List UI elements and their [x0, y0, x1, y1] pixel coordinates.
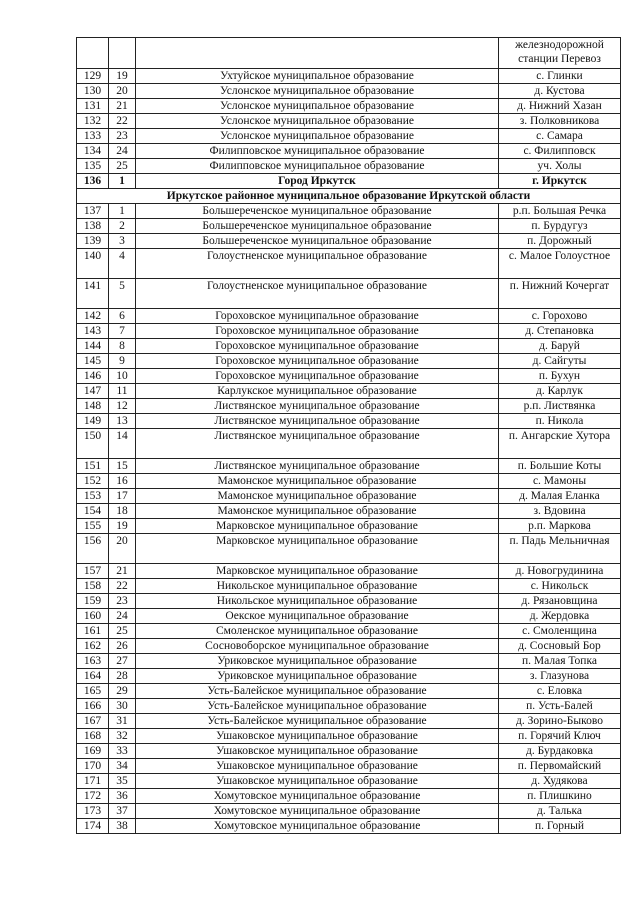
sub-number-cell: 31 — [109, 714, 136, 729]
row-number-cell: 157 — [77, 564, 109, 579]
table-row — [77, 234, 621, 249]
settlement-cell: д. Степановка — [499, 324, 621, 339]
municipality-cell: Гороховское муниципальное образование — [136, 354, 499, 369]
municipality-cell: Хомутовское муниципальное образование — [136, 789, 499, 804]
row-number-cell: 153 — [77, 489, 109, 504]
table-row — [77, 249, 621, 279]
sub-number-cell: 22 — [109, 579, 136, 594]
table-row — [77, 699, 621, 714]
row-number-cell: 148 — [77, 399, 109, 414]
table-row — [77, 684, 621, 699]
table-row — [77, 384, 621, 399]
municipality-cell: Марковское муниципальное образование — [136, 534, 499, 564]
sub-number-cell: 13 — [109, 414, 136, 429]
municipality-cell: Филипповское муниципальное образование — [136, 144, 499, 159]
municipality-cell: Гороховское муниципальное образование — [136, 324, 499, 339]
sub-number-cell: 10 — [109, 369, 136, 384]
settlement-cell: д. Сосновый Бор — [499, 639, 621, 654]
row-number-cell: 166 — [77, 699, 109, 714]
sub-number-cell: 2 — [109, 219, 136, 234]
table-row — [77, 714, 621, 729]
table-row — [77, 519, 621, 534]
municipality-cell: Гороховское муниципальное образование — [136, 369, 499, 384]
row-number-cell: 174 — [77, 819, 109, 834]
table-row — [77, 744, 621, 759]
document-page — [76, 37, 614, 834]
sub-number-cell: 29 — [109, 684, 136, 699]
municipality-cell: Никольское муниципальное образование — [136, 579, 499, 594]
row-number-cell: 158 — [77, 579, 109, 594]
settlement-cell: с. Мамоны — [499, 474, 621, 489]
row-number-cell: 164 — [77, 669, 109, 684]
municipality-cell: Хомутовское муниципальное образование — [136, 804, 499, 819]
settlement-cell: п. Большие Коты — [499, 459, 621, 474]
row-number-cell: 130 — [77, 84, 109, 99]
municipality-cell: Хомутовское муниципальное образование — [136, 819, 499, 834]
table-row — [77, 474, 621, 489]
table-row — [77, 69, 621, 84]
table-row — [77, 729, 621, 744]
table-row — [77, 414, 621, 429]
sub-number-cell: 38 — [109, 819, 136, 834]
sub-number-cell: 15 — [109, 459, 136, 474]
row-number-cell: 149 — [77, 414, 109, 429]
settlement-cell: р.п. Листвянка — [499, 399, 621, 414]
municipality-cell: Листвянское муниципальное образование — [136, 429, 499, 459]
settlement-cell: с. Смоленщина — [499, 624, 621, 639]
settlement-cell: п. Дорожный — [499, 234, 621, 249]
sub-number-cell: 21 — [109, 564, 136, 579]
table-row — [77, 579, 621, 594]
table-row — [77, 204, 621, 219]
settlement-cell: р.п. Маркова — [499, 519, 621, 534]
settlement-cell: п. Никола — [499, 414, 621, 429]
municipality-cell: Голоустненское муниципальное образование — [136, 279, 499, 309]
sub-number-cell: 3 — [109, 234, 136, 249]
row-number-cell: 155 — [77, 519, 109, 534]
row-number-cell: 151 — [77, 459, 109, 474]
table-row — [77, 429, 621, 459]
municipality-cell: Усть-Балейское муниципальное образование — [136, 699, 499, 714]
row-number-cell: 134 — [77, 144, 109, 159]
row-number-cell: 156 — [77, 534, 109, 564]
table-row — [77, 219, 621, 234]
municipality-cell: Смоленское муниципальное образование — [136, 624, 499, 639]
table-row — [77, 114, 621, 129]
row-number-cell: 133 — [77, 129, 109, 144]
row-number-cell — [77, 38, 109, 69]
row-number-cell: 145 — [77, 354, 109, 369]
sub-number-cell: 35 — [109, 774, 136, 789]
sub-number-cell: 18 — [109, 504, 136, 519]
municipality-cell: Мамонское муниципальное образование — [136, 504, 499, 519]
municipality-cell: Листвянское муниципальное образование — [136, 414, 499, 429]
municipality-cell: Гороховское муниципальное образование — [136, 309, 499, 324]
settlement-cell: д. Баруй — [499, 339, 621, 354]
municipality-cell: Гороховское муниципальное образование — [136, 339, 499, 354]
settlement-cell: д. Кустова — [499, 84, 621, 99]
municipality-cell: Услонское муниципальное образование — [136, 99, 499, 114]
sub-number-cell: 5 — [109, 279, 136, 309]
row-number-cell: 140 — [77, 249, 109, 279]
municipality-cell: Уриковское муниципальное образование — [136, 654, 499, 669]
municipality-cell: Большереченское муниципальное образование — [136, 234, 499, 249]
row-number-cell: 160 — [77, 609, 109, 624]
settlement-cell: п. Бухун — [499, 369, 621, 384]
row-number-cell: 154 — [77, 504, 109, 519]
table-row — [77, 129, 621, 144]
row-number-cell: 165 — [77, 684, 109, 699]
sub-number-cell: 19 — [109, 519, 136, 534]
sub-number-cell: 23 — [109, 129, 136, 144]
settlement-cell: уч. Холы — [499, 159, 621, 174]
table-row — [77, 534, 621, 564]
row-number-cell: 143 — [77, 324, 109, 339]
sub-number-cell: 28 — [109, 669, 136, 684]
table-row — [77, 99, 621, 114]
sub-number-cell: 23 — [109, 594, 136, 609]
row-number-cell: 147 — [77, 384, 109, 399]
table-row — [77, 654, 621, 669]
sub-number-cell: 36 — [109, 789, 136, 804]
row-number-cell: 173 — [77, 804, 109, 819]
settlement-cell: з. Полковникова — [499, 114, 621, 129]
row-number-cell: 146 — [77, 369, 109, 384]
table-row — [77, 564, 621, 579]
municipality-cell: Ушаковское муниципальное образование — [136, 774, 499, 789]
row-number-cell: 144 — [77, 339, 109, 354]
sub-number-cell: 37 — [109, 804, 136, 819]
municipality-cell: Уриковское муниципальное образование — [136, 669, 499, 684]
municipality-cell: Сосновоборское муниципальное образование — [136, 639, 499, 654]
sub-number-cell: 33 — [109, 744, 136, 759]
section-header-row — [77, 189, 621, 204]
table-row — [77, 774, 621, 789]
sub-number-cell: 34 — [109, 759, 136, 774]
table-row — [77, 594, 621, 609]
table-row — [77, 174, 621, 189]
settlement-cell: с. Самара — [499, 129, 621, 144]
row-number-cell: 135 — [77, 159, 109, 174]
settlement-cell: п. Первомайский — [499, 759, 621, 774]
settlement-cell: с. Никольск — [499, 579, 621, 594]
sub-number-cell: 25 — [109, 624, 136, 639]
settlement-cell: п. Ангарские Хутора — [499, 429, 621, 459]
settlement-cell: г. Иркутск — [499, 174, 621, 189]
settlement-cell: с. Малое Голоустное — [499, 249, 621, 279]
municipality-cell: Ушаковское муниципальное образование — [136, 744, 499, 759]
municipality-cell: Оекское муниципальное образование — [136, 609, 499, 624]
municipality-cell: Услонское муниципальное образование — [136, 129, 499, 144]
row-number-cell: 132 — [77, 114, 109, 129]
row-number-cell: 150 — [77, 429, 109, 459]
table-row — [77, 624, 621, 639]
municipality-cell: Усть-Балейское муниципальное образование — [136, 714, 499, 729]
settlement-cell: п. Малая Топка — [499, 654, 621, 669]
settlement-cell: п. Усть-Балей — [499, 699, 621, 714]
sub-number-cell: 25 — [109, 159, 136, 174]
sub-number-cell: 6 — [109, 309, 136, 324]
settlement-cell: д. Худякова — [499, 774, 621, 789]
row-number-cell: 139 — [77, 234, 109, 249]
sub-number-cell: 17 — [109, 489, 136, 504]
municipality-cell: Большереченское муниципальное образование — [136, 204, 499, 219]
sub-number-cell: 9 — [109, 354, 136, 369]
settlement-cell: с. Глинки — [499, 69, 621, 84]
settlement-cell: з. Глазунова — [499, 669, 621, 684]
settlement-cell: д. Бурдаковка — [499, 744, 621, 759]
settlement-cell: железнодорожной станции Перевоз — [499, 38, 621, 69]
table-row — [77, 759, 621, 774]
settlement-cell: п. Горный — [499, 819, 621, 834]
municipality-cell — [136, 38, 499, 69]
settlement-cell: п. Нижний Кочергат — [499, 279, 621, 309]
row-number-cell: 170 — [77, 759, 109, 774]
table-row — [77, 609, 621, 624]
table-row — [77, 669, 621, 684]
sub-number-cell: 30 — [109, 699, 136, 714]
table-row — [77, 369, 621, 384]
settlement-cell: д. Талька — [499, 804, 621, 819]
municipality-cell: Карлукское муниципальное образование — [136, 384, 499, 399]
municipality-cell: Листвянское муниципальное образование — [136, 459, 499, 474]
sub-number-cell: 1 — [109, 174, 136, 189]
settlement-cell: д. Карлук — [499, 384, 621, 399]
settlement-cell: п. Плишкино — [499, 789, 621, 804]
sub-number-cell: 11 — [109, 384, 136, 399]
sub-number-cell: 19 — [109, 69, 136, 84]
settlement-cell: д. Нижний Хазан — [499, 99, 621, 114]
sub-number-cell: 16 — [109, 474, 136, 489]
sub-number-cell: 20 — [109, 534, 136, 564]
row-number-cell: 138 — [77, 219, 109, 234]
settlement-cell: д. Жердовка — [499, 609, 621, 624]
settlement-cell: д. Рязановщина — [499, 594, 621, 609]
table-body — [77, 38, 621, 834]
table-row — [77, 144, 621, 159]
municipality-cell: Ушаковское муниципальное образование — [136, 759, 499, 774]
row-number-cell: 136 — [77, 174, 109, 189]
settlement-cell: д. Зорино-Быково — [499, 714, 621, 729]
sub-number-cell: 21 — [109, 99, 136, 114]
row-number-cell: 161 — [77, 624, 109, 639]
settlement-cell: с. Филипповск — [499, 144, 621, 159]
settlement-cell: д. Новогрудинина — [499, 564, 621, 579]
row-number-cell: 163 — [77, 654, 109, 669]
table-row — [77, 804, 621, 819]
sub-number-cell: 12 — [109, 399, 136, 414]
table-row — [77, 399, 621, 414]
row-number-cell: 129 — [77, 69, 109, 84]
sub-number-cell: 7 — [109, 324, 136, 339]
row-number-cell: 142 — [77, 309, 109, 324]
municipality-cell: Усть-Балейское муниципальное образование — [136, 684, 499, 699]
settlement-cell: п. Горячий Ключ — [499, 729, 621, 744]
row-number-cell: 159 — [77, 594, 109, 609]
sub-number-cell: 22 — [109, 114, 136, 129]
row-number-cell: 162 — [77, 639, 109, 654]
sub-number-cell: 8 — [109, 339, 136, 354]
municipality-cell: Листвянское муниципальное образование — [136, 399, 499, 414]
table-row — [77, 459, 621, 474]
section-title: Иркутское районное муниципальное образование Иркутской области — [77, 189, 621, 204]
table-row — [77, 354, 621, 369]
row-number-cell: 171 — [77, 774, 109, 789]
table-row — [77, 639, 621, 654]
municipality-cell: Большереченское муниципальное образование — [136, 219, 499, 234]
sub-number-cell — [109, 38, 136, 69]
settlement-cell: р.п. Большая Речка — [499, 204, 621, 219]
row-number-cell: 137 — [77, 204, 109, 219]
row-number-cell: 167 — [77, 714, 109, 729]
settlement-cell: п. Падь Мельничная — [499, 534, 621, 564]
row-number-cell: 169 — [77, 744, 109, 759]
table-row — [77, 38, 621, 69]
municipality-cell: Услонское муниципальное образование — [136, 84, 499, 99]
settlement-cell: д. Сайгуты — [499, 354, 621, 369]
settlement-cell: д. Малая Еланка — [499, 489, 621, 504]
municipality-cell: Марковское муниципальное образование — [136, 519, 499, 534]
settlement-cell: п. Бурдугуз — [499, 219, 621, 234]
sub-number-cell: 32 — [109, 729, 136, 744]
municipality-cell: Город Иркутск — [136, 174, 499, 189]
municipality-cell: Марковское муниципальное образование — [136, 564, 499, 579]
row-number-cell: 152 — [77, 474, 109, 489]
settlements-table — [76, 37, 621, 834]
table-row — [77, 339, 621, 354]
sub-number-cell: 1 — [109, 204, 136, 219]
table-row — [77, 789, 621, 804]
table-row — [77, 309, 621, 324]
row-number-cell: 141 — [77, 279, 109, 309]
municipality-cell: Ушаковское муниципальное образование — [136, 729, 499, 744]
settlement-cell: с. Еловка — [499, 684, 621, 699]
municipality-cell: Никольское муниципальное образование — [136, 594, 499, 609]
table-row — [77, 279, 621, 309]
municipality-cell: Голоустненское муниципальное образование — [136, 249, 499, 279]
sub-number-cell: 24 — [109, 144, 136, 159]
row-number-cell: 131 — [77, 99, 109, 114]
sub-number-cell: 4 — [109, 249, 136, 279]
sub-number-cell: 24 — [109, 609, 136, 624]
sub-number-cell: 27 — [109, 654, 136, 669]
municipality-cell: Ухтуйское муниципальное образование — [136, 69, 499, 84]
municipality-cell: Мамонское муниципальное образование — [136, 474, 499, 489]
settlement-cell: з. Вдовина — [499, 504, 621, 519]
table-row — [77, 819, 621, 834]
row-number-cell: 172 — [77, 789, 109, 804]
sub-number-cell: 20 — [109, 84, 136, 99]
municipality-cell: Филипповское муниципальное образование — [136, 159, 499, 174]
table-row — [77, 84, 621, 99]
sub-number-cell: 26 — [109, 639, 136, 654]
sub-number-cell: 14 — [109, 429, 136, 459]
municipality-cell: Мамонское муниципальное образование — [136, 489, 499, 504]
settlement-cell: с. Горохово — [499, 309, 621, 324]
row-number-cell: 168 — [77, 729, 109, 744]
table-row — [77, 504, 621, 519]
table-row — [77, 159, 621, 174]
municipality-cell: Услонское муниципальное образование — [136, 114, 499, 129]
table-row — [77, 489, 621, 504]
table-row — [77, 324, 621, 339]
